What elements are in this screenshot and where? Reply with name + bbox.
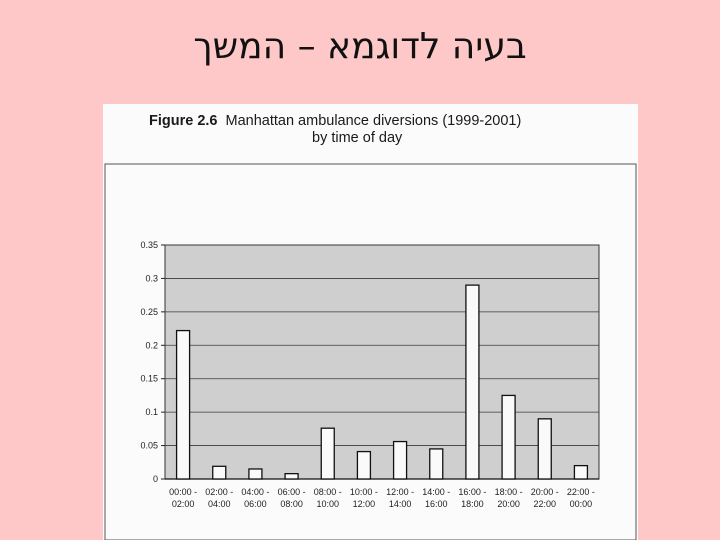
bar bbox=[249, 469, 262, 479]
x-tick-label: 16:00 -18:00 bbox=[458, 487, 487, 509]
x-tick-label: 22:00 -00:00 bbox=[566, 487, 595, 509]
bar bbox=[574, 466, 587, 479]
bar bbox=[538, 419, 551, 479]
bar-chart bbox=[103, 104, 638, 540]
x-tick-label: 04:00 -06:00 bbox=[241, 487, 270, 509]
bar bbox=[213, 466, 226, 479]
x-tick-label: 10:00 -12:00 bbox=[349, 487, 378, 509]
plot-area bbox=[165, 245, 599, 479]
bar bbox=[394, 442, 407, 479]
figure-caption-line2: by time of day bbox=[312, 130, 403, 146]
y-tick-label: 0.05 bbox=[140, 440, 158, 451]
bar bbox=[430, 449, 443, 479]
bar bbox=[285, 474, 298, 479]
figure-number: Figure 2.6 bbox=[149, 113, 218, 129]
bar bbox=[357, 452, 370, 479]
figure-panel bbox=[103, 104, 638, 540]
x-tick-label: 00:00 -02:00 bbox=[169, 487, 198, 509]
y-tick-label: 0.3 bbox=[145, 273, 158, 284]
x-tick-label: 02:00 -04:00 bbox=[205, 487, 234, 509]
x-tick-label: 20:00 -22:00 bbox=[530, 487, 559, 509]
bar bbox=[466, 285, 479, 479]
x-tick-label: 14:00 -16:00 bbox=[422, 487, 451, 509]
figure-caption-line1: Manhattan ambulance diversions (1999-2001) bbox=[225, 113, 522, 129]
y-tick-label: 0.35 bbox=[140, 240, 158, 250]
y-tick-label: 0.25 bbox=[140, 306, 158, 317]
y-tick-label: 0.15 bbox=[140, 373, 158, 384]
slide-title: בעיה לדוגמא – המשך bbox=[193, 26, 527, 67]
x-tick-label: 08:00 -10:00 bbox=[313, 487, 342, 509]
y-tick-label: 0.2 bbox=[145, 340, 158, 351]
x-tick-label: 12:00 -14:00 bbox=[386, 487, 415, 509]
x-tick-label: 18:00 -20:00 bbox=[494, 487, 523, 509]
bar bbox=[502, 395, 515, 479]
x-tick-label: 06:00 -08:00 bbox=[277, 487, 306, 509]
bar bbox=[321, 428, 334, 479]
bar bbox=[177, 331, 190, 479]
y-tick-label: 0 bbox=[152, 474, 158, 484]
y-tick-label: 0.1 bbox=[145, 407, 158, 418]
